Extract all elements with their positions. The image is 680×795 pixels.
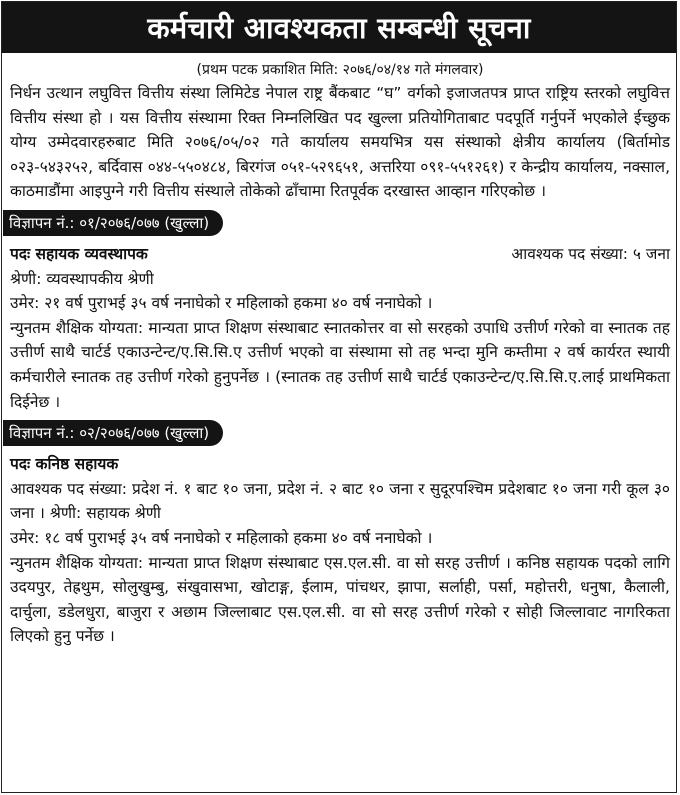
notice-frame [1, 1, 677, 793]
intro-paragraph: निर्धन उत्थान लघुवित्त वित्तीय संस्था लिमिटेड नेपाल राष्ट्र बैंकबाट “घ” वर्गको इजाजतपत्र प्राप्त राष्ट्रिय स्तरको लघुवित्त वित्तीय संस्था हो । यस वित्तीय संस्थामा रिक्त निम्नलिखित पद खुल्ला प्रतियोगिताबाट पदपूर्ति गर्नुपर्ने भएकोले ईच्छुक योग्य उम्मेदवारहरुबाट मिति २०७६/०५/०२ गते कार्यालय समयभित्र यस संस्थाको क्षेत्रीय कार्यालय (बिर्तामोड ०२३-५४३२५२, बर्दिवास ०४४-५५०४८४, बिरगंज ०५१-५२९६५१, अत्तरिया ०९१-५५१२६१) र केन्द्रीय कार्यालय, नक्साल, काठमाडौंमा आइपुग्ने गरी वित्तीय संस्थाले तोकेको ढाँचामा रितपूर्वक दरखास्त आव्हान गरिएकोछ । [10, 84, 670, 201]
post-row-2 [10, 452, 670, 477]
post-title-2: पदः कनिष्ठ सहायक [10, 455, 119, 474]
age-2: उमेर: १८ वर्ष पुराभई ३५ वर्ष ननाघेको र महिलाको हकमा ४० वर्ष ननाघेको । [10, 528, 433, 547]
post-row-1 [10, 242, 670, 267]
notice-body [2, 59, 676, 649]
publish-date: (प्रथम पटक प्रकाशित मिति: २०७६/०४/१४ गते मंगलवार) [196, 62, 484, 78]
post-title-1: पदः सहायक व्यवस्थापक [10, 244, 148, 263]
category-2: श्रेणी: सहायक श्रेणी [49, 504, 161, 523]
qualification-1: न्युनतम शैक्षिक योग्यता: मान्यता प्राप्त शिक्षण संस्थाबाट स्नातकोत्तर वा सो सरहको उपाधि उत्तीर्ण गरेको वा स्नातक तह उत्तीर्ण साथै चार्टर्ड एकाउन्टेन्ट/ए.सि.सि.ए उत्तीर्ण भएको वा संस्थामा सो तह भन्दा मुनि कम्तीमा २ वर्ष कार्यरत स्थायी कर्मचारीले स्नातक तह उत्तीर्ण गरेको हुनुपर्नेछ । (स्नातक तह उत्तीर्ण साथै चार्टर्ड एकाउन्टेन्ट/ए.सि.सि.ए.लाई प्राथमिकता दिईनेछ । [10, 318, 670, 411]
age-1: उमेर: २१ वर्ष पुराभई ३५ वर्ष ननाघेको र महिलाको हकमा ४० वर्ष ननाघेको । [10, 294, 433, 313]
notice-title: कर्मचारी आवश्यकता सम्बन्धी सूचना [2, 2, 676, 53]
ad-number-2: विज्ञापन नं.: ०२/२०७६/०७७ (खुल्ला) [3, 420, 223, 446]
ad-number-1: विज्ञापन नं.: ०१/२०७६/०७७ (खुल्ला) [3, 210, 223, 236]
category-1: श्रेणी: व्यवस्थापकीय श्रेणी [10, 269, 154, 288]
required-count-1: आवश्यक पद संख्या: ५ जना [511, 244, 670, 263]
qualification-2: न्युनतम शैक्षिक योग्यता: मान्यता प्राप्त शिक्षण संस्थाबाट एस.एल.सी. वा सो सरह उत्तीर्ण । कनिष्ठ सहायक पदको लागि उदयपुर, तेह्रथुम, सोलुखुम्बु, संखुवासभा, खोटाङ्ग, ईलाम, पांचथर, झापा, सर्लाही, पर्सा, महोत्तरी, धनुषा, कैलाली, दार्चुला, डडेलधुरा, बाजुरा र अछाम जिल्लाबाट एस.एल.सी. वा सो सरह उत्तीर्ण गरेको र सोही जिल्लावाट नागरिकता लिएको हुनु पर्नेछ । [10, 553, 670, 646]
required-2 [10, 477, 670, 526]
required-count-2: आवश्यक पद संख्या: प्रदेश नं. १ बाट १० जना, प्रदेश नं. २ बाट १० जना र सुदूरपश्चिम प्रदेशबाट १० जना गरी कूल ३० जना । [10, 479, 670, 523]
